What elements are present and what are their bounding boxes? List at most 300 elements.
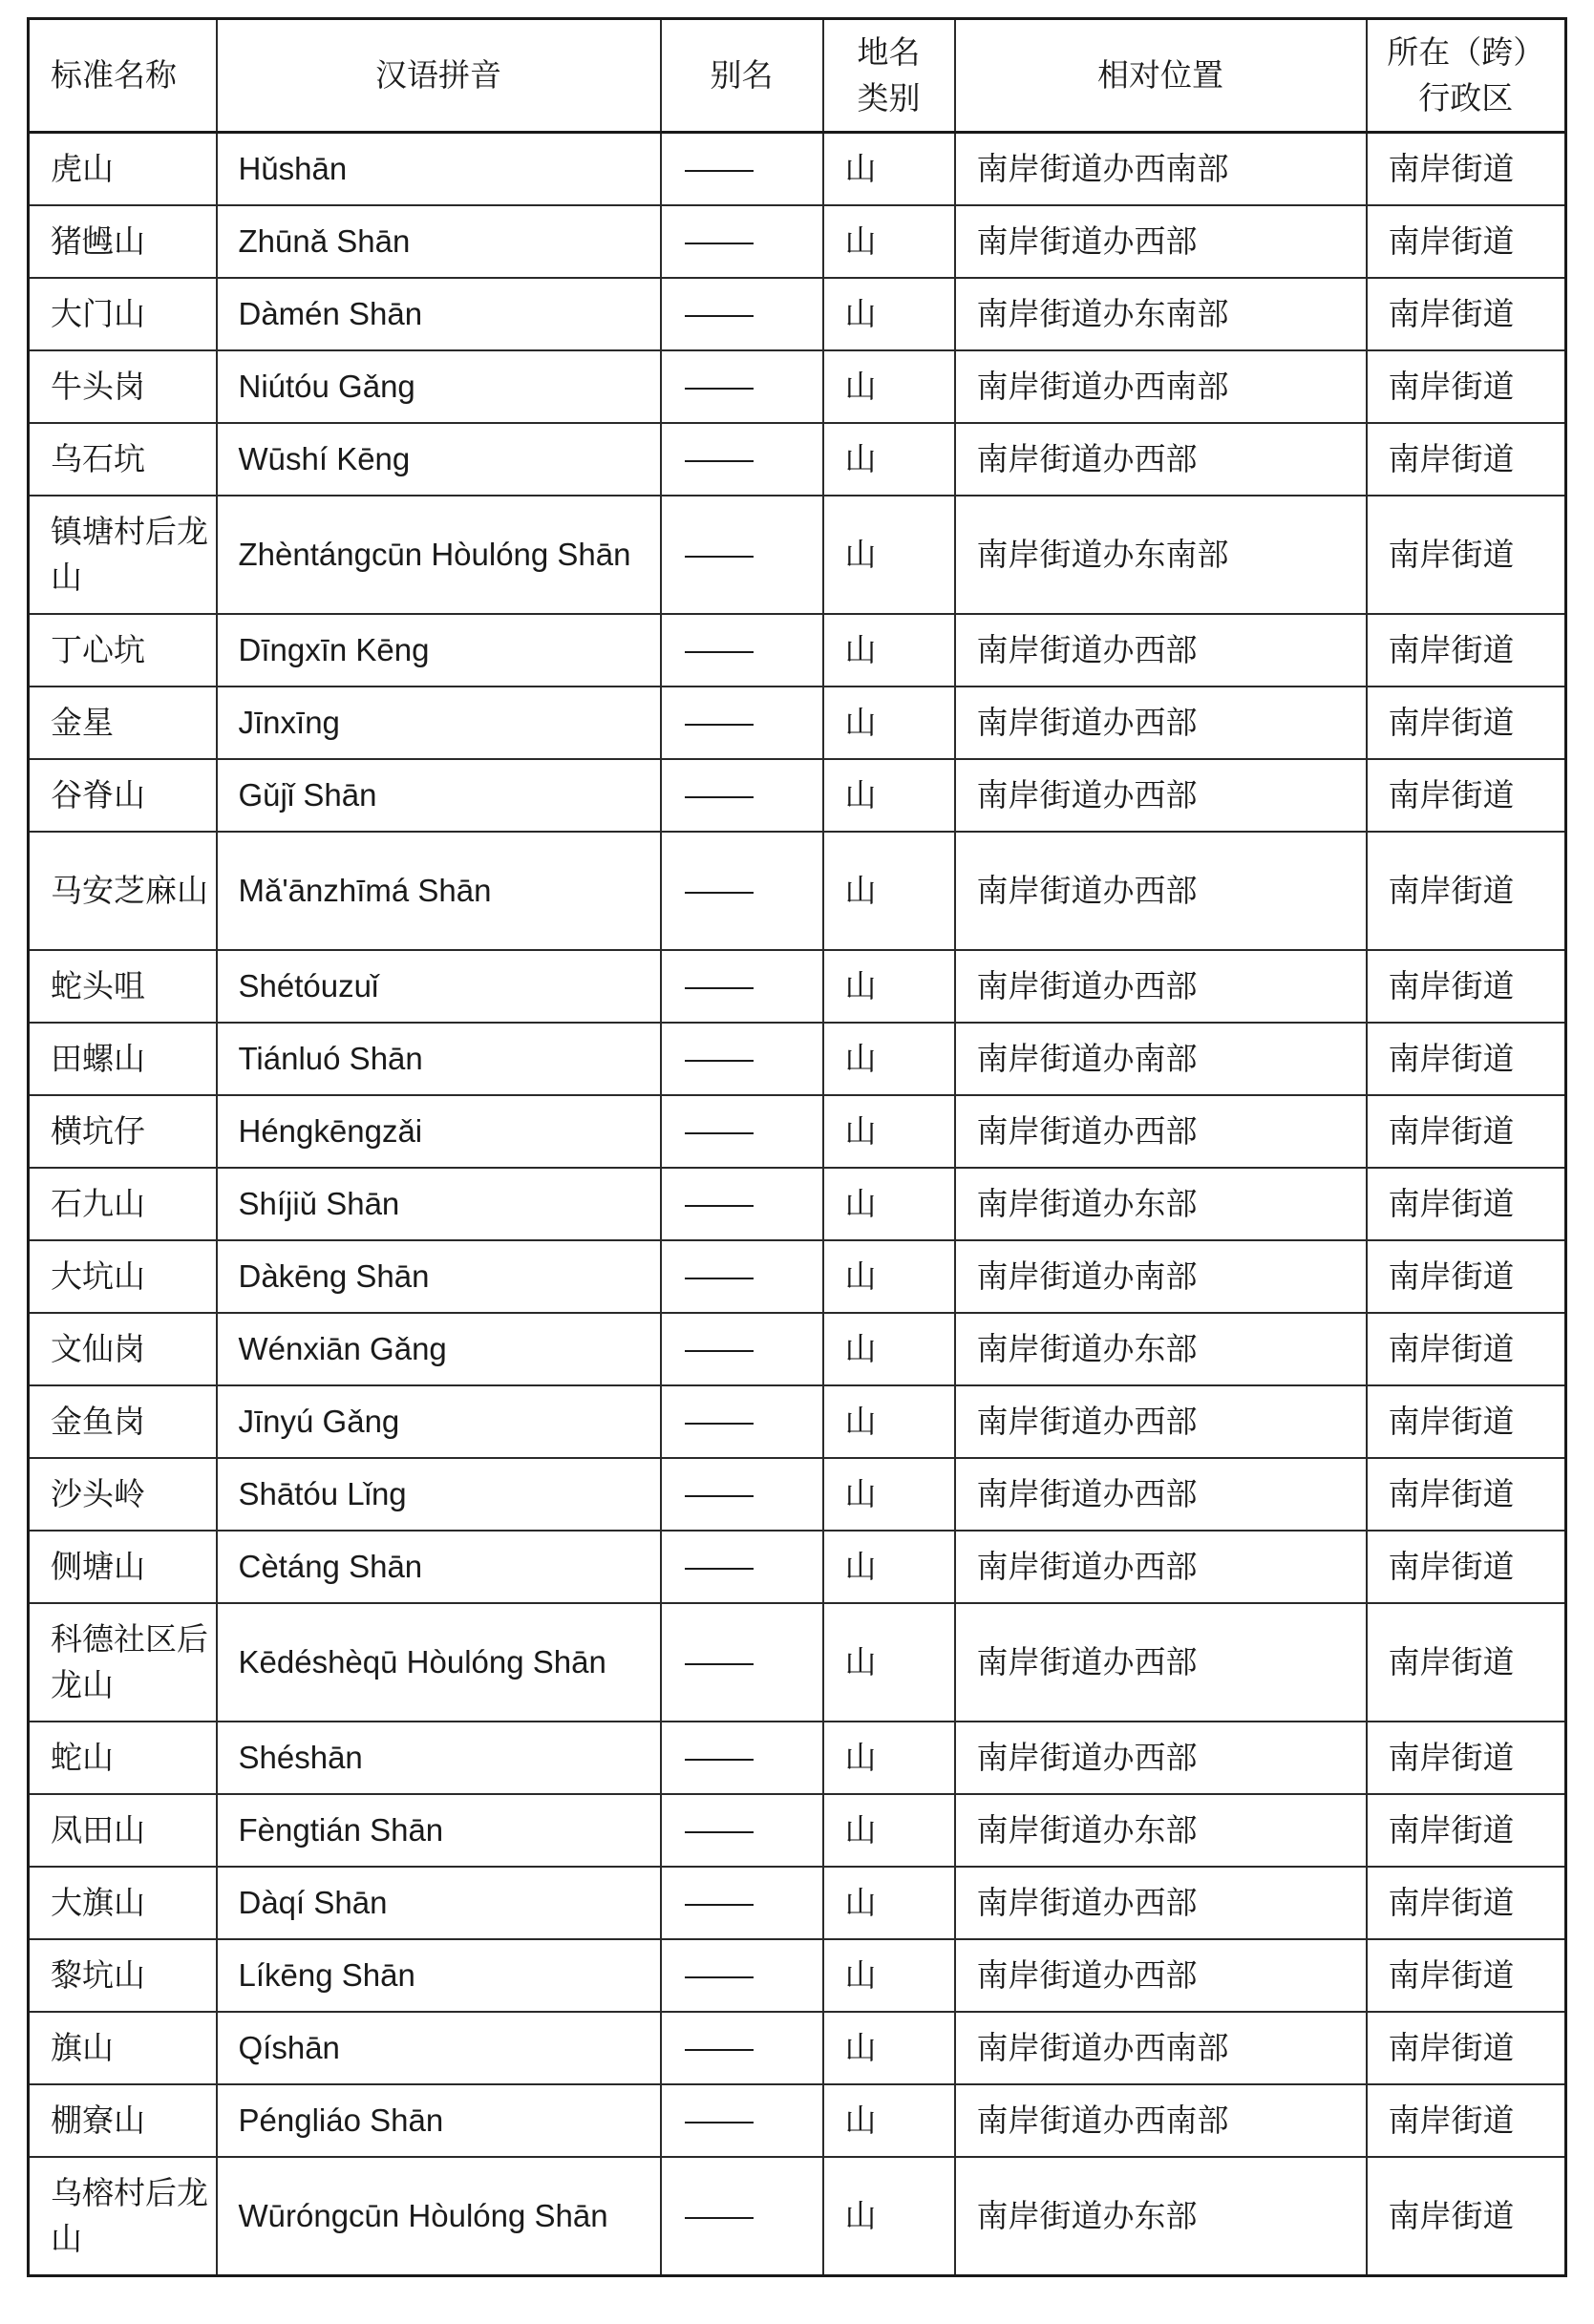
- cell-place-type-text: 山: [844, 536, 877, 573]
- cell-standard-name: [29, 350, 217, 423]
- cell-pinyin: [217, 2012, 661, 2084]
- cell-alias: [661, 2012, 823, 2084]
- cell-admin-region: [1367, 1722, 1566, 1794]
- cell-admin-region: [1367, 950, 1566, 1023]
- cell-admin-region-text: 南岸街道: [1388, 1257, 1515, 1295]
- cell-pinyin-text: Dàqí Shān: [238, 1885, 388, 1920]
- cell-relative-position-text: 南岸街道办东部: [976, 1811, 1198, 1849]
- cell-pinyin: [217, 1867, 661, 1939]
- table-row: [29, 496, 1566, 614]
- table-row: [29, 1240, 1566, 1313]
- cell-standard-name: [29, 1531, 217, 1603]
- cell-alias: [661, 614, 823, 687]
- header-standard-name: 标准名称: [29, 19, 217, 133]
- cell-pinyin: [217, 759, 661, 832]
- cell-standard-name: [29, 1458, 217, 1531]
- cell-pinyin: [217, 1939, 661, 2012]
- cell-alias: [661, 423, 823, 496]
- cell-alias: [661, 133, 823, 206]
- cell-place-type-text: 山: [844, 1884, 877, 1921]
- table-row: [29, 1867, 1566, 1939]
- cell-admin-region: [1367, 1240, 1566, 1313]
- cell-admin-region: [1367, 1385, 1566, 1458]
- table-row: [29, 205, 1566, 278]
- cell-relative-position: [955, 278, 1367, 350]
- cell-place-type: [823, 832, 955, 950]
- table-row: [29, 687, 1566, 759]
- table-row: [29, 1531, 1566, 1603]
- cell-relative-position: [955, 832, 1367, 950]
- header-place-type: 地名 类别: [823, 19, 955, 133]
- cell-alias: [661, 1867, 823, 1939]
- cell-pinyin: [217, 1023, 661, 1095]
- cell-pinyin-text: Wūshí Kēng: [238, 441, 411, 476]
- cell-standard-name-text: 石九山: [51, 1185, 145, 1222]
- cell-standard-name-text: 乌石坑: [51, 440, 145, 477]
- cell-pinyin: [217, 832, 661, 950]
- cell-place-type-text: 山: [844, 368, 877, 405]
- cell-place-type-text: 山: [844, 2029, 877, 2066]
- cell-pinyin-text: Gǔjǐ Shān: [238, 777, 377, 813]
- cell-admin-region: [1367, 350, 1566, 423]
- cell-standard-name-text: 谷脊山: [51, 776, 145, 813]
- cell-admin-region: [1367, 687, 1566, 759]
- cell-place-type-text: 山: [844, 631, 877, 668]
- cell-standard-name: [29, 496, 217, 614]
- cell-pinyin: [217, 496, 661, 614]
- cell-relative-position: [955, 950, 1367, 1023]
- cell-relative-position-text: 南岸街道办西部: [976, 872, 1198, 909]
- cell-pinyin: [217, 423, 661, 496]
- cell-relative-position: [955, 1458, 1367, 1531]
- cell-admin-region-text: 南岸街道: [1388, 1811, 1515, 1849]
- cell-admin-region: [1367, 205, 1566, 278]
- cell-standard-name-text: 马安芝麻山: [51, 872, 208, 909]
- cell-place-type: [823, 1794, 955, 1867]
- cell-alias: [661, 1603, 823, 1722]
- cell-pinyin-text: Wūróngcūn Hòulóng Shān: [238, 2198, 608, 2233]
- cell-pinyin: [217, 1240, 661, 1313]
- alias-dash: [685, 2217, 754, 2219]
- cell-relative-position-text: 南岸街道办西南部: [976, 368, 1229, 405]
- cell-relative-position: [955, 1867, 1367, 1939]
- table-row: [29, 759, 1566, 832]
- cell-standard-name: [29, 1722, 217, 1794]
- cell-pinyin-text: Shétóuzuǐ: [238, 968, 379, 1004]
- cell-admin-region-text: 南岸街道: [1388, 1185, 1515, 1222]
- cell-alias: [661, 1168, 823, 1240]
- cell-pinyin-text: Jīnyú Gǎng: [238, 1404, 400, 1439]
- table-row: [29, 614, 1566, 687]
- cell-place-type-text: 山: [844, 1956, 877, 1994]
- alias-dash: [685, 1423, 754, 1425]
- cell-admin-region: [1367, 832, 1566, 950]
- cell-pinyin: [217, 133, 661, 206]
- cell-pinyin-text: Péngliáo Shān: [238, 2102, 444, 2138]
- cell-standard-name-text: 凤田山: [51, 1811, 145, 1849]
- cell-standard-name: [29, 1939, 217, 2012]
- cell-place-type: [823, 423, 955, 496]
- cell-admin-region-text: 南岸街道: [1388, 440, 1515, 477]
- cell-place-type: [823, 1095, 955, 1168]
- cell-standard-name-text: 横坑仔: [51, 1112, 145, 1150]
- cell-admin-region: [1367, 423, 1566, 496]
- cell-standard-name: [29, 1240, 217, 1313]
- cell-pinyin-text: Zhèntángcūn Hòulóng Shān: [238, 537, 631, 572]
- table-body: [29, 133, 1566, 2276]
- alias-dash: [685, 892, 754, 894]
- cell-place-type-text: 山: [844, 2197, 877, 2234]
- cell-standard-name: [29, 832, 217, 950]
- cell-standard-name-text: 金星: [51, 704, 114, 741]
- alias-dash: [685, 315, 754, 317]
- cell-relative-position-text: 南岸街道办西南部: [976, 2102, 1229, 2139]
- table-row: [29, 350, 1566, 423]
- cell-relative-position-text: 南岸街道办南部: [976, 1257, 1198, 1295]
- alias-dash: [685, 556, 754, 558]
- cell-admin-region-text: 南岸街道: [1388, 150, 1515, 187]
- cell-pinyin-text: Hǔshān: [238, 151, 348, 186]
- cell-pinyin-text: Dàmén Shān: [238, 296, 423, 331]
- cell-admin-region: [1367, 1939, 1566, 2012]
- cell-place-type-text: 山: [844, 295, 877, 332]
- cell-admin-region: [1367, 1531, 1566, 1603]
- cell-alias: [661, 1794, 823, 1867]
- cell-standard-name: [29, 1603, 217, 1722]
- cell-relative-position: [955, 1095, 1367, 1168]
- cell-relative-position-text: 南岸街道办东南部: [976, 536, 1229, 573]
- cell-place-type: [823, 1603, 955, 1722]
- cell-standard-name: [29, 2012, 217, 2084]
- place-name-table: [27, 17, 1567, 2277]
- cell-place-type-text: 山: [844, 2102, 877, 2139]
- cell-standard-name: [29, 950, 217, 1023]
- cell-standard-name: [29, 1867, 217, 1939]
- alias-dash: [685, 1060, 754, 1062]
- cell-alias: [661, 1458, 823, 1531]
- cell-admin-region: [1367, 1867, 1566, 1939]
- cell-alias: [661, 2084, 823, 2157]
- cell-admin-region-text: 南岸街道: [1388, 1112, 1515, 1150]
- cell-alias: [661, 2157, 823, 2276]
- cell-admin-region-text: 南岸街道: [1388, 536, 1515, 573]
- cell-alias: [661, 1939, 823, 2012]
- cell-admin-region: [1367, 1095, 1566, 1168]
- cell-place-type: [823, 687, 955, 759]
- cell-place-type-text: 山: [844, 1112, 877, 1150]
- alias-dash: [685, 388, 754, 390]
- cell-relative-position: [955, 614, 1367, 687]
- cell-standard-name-text: 蛇头咀: [51, 967, 145, 1004]
- cell-place-type-text: 山: [844, 1475, 877, 1512]
- cell-alias: [661, 687, 823, 759]
- cell-alias: [661, 1240, 823, 1313]
- cell-relative-position-text: 南岸街道办西部: [976, 631, 1198, 668]
- cell-pinyin-text: Zhūnǎ Shān: [238, 223, 411, 259]
- cell-pinyin: [217, 950, 661, 1023]
- table-row: [29, 423, 1566, 496]
- cell-admin-region-text: 南岸街道: [1388, 1475, 1515, 1512]
- header-relative-position: 相对位置: [955, 19, 1367, 133]
- cell-standard-name-text: 旗山: [51, 2029, 114, 2066]
- cell-pinyin-text: Dīngxīn Kēng: [238, 632, 430, 667]
- header-pinyin: 汉语拼音: [217, 19, 661, 133]
- cell-place-type: [823, 1023, 955, 1095]
- table-row: [29, 2012, 1566, 2084]
- cell-relative-position-text: 南岸街道办西部: [976, 1643, 1198, 1680]
- cell-relative-position: [955, 1023, 1367, 1095]
- cell-admin-region-text: 南岸街道: [1388, 872, 1515, 909]
- cell-pinyin: [217, 1313, 661, 1385]
- table-row: [29, 832, 1566, 950]
- cell-relative-position: [955, 1531, 1367, 1603]
- cell-place-type: [823, 1240, 955, 1313]
- cell-admin-region-text: 南岸街道: [1388, 2197, 1515, 2234]
- cell-admin-region: [1367, 2157, 1566, 2276]
- alias-dash: [685, 1568, 754, 1570]
- alias-dash: [685, 1759, 754, 1761]
- cell-place-type: [823, 1313, 955, 1385]
- table-row: [29, 278, 1566, 350]
- cell-relative-position-text: 南岸街道办西部: [976, 1884, 1198, 1921]
- cell-admin-region-text: 南岸街道: [1388, 1330, 1515, 1367]
- cell-place-type-text: 山: [844, 1548, 877, 1585]
- cell-standard-name-text: 文仙岗: [51, 1330, 145, 1367]
- cell-relative-position: [955, 1168, 1367, 1240]
- cell-pinyin-text: Fèngtián Shān: [238, 1812, 444, 1848]
- cell-standard-name-text: 乌榕村后龙山: [51, 2174, 208, 2257]
- cell-admin-region: [1367, 278, 1566, 350]
- cell-place-type-text: 山: [844, 872, 877, 909]
- cell-place-type-text: 山: [844, 1185, 877, 1222]
- cell-standard-name: [29, 2157, 217, 2276]
- cell-pinyin: [217, 205, 661, 278]
- table-row: [29, 1023, 1566, 1095]
- cell-pinyin: [217, 2157, 661, 2276]
- table-row: [29, 1313, 1566, 1385]
- cell-place-type-text: 山: [844, 1739, 877, 1776]
- cell-alias: [661, 950, 823, 1023]
- cell-admin-region: [1367, 759, 1566, 832]
- cell-place-type: [823, 2084, 955, 2157]
- cell-place-type-text: 山: [844, 222, 877, 260]
- cell-admin-region-text: 南岸街道: [1388, 1548, 1515, 1585]
- cell-place-type-text: 山: [844, 1403, 877, 1440]
- cell-relative-position: [955, 1939, 1367, 2012]
- cell-admin-region: [1367, 614, 1566, 687]
- alias-dash: [685, 651, 754, 653]
- cell-place-type-text: 山: [844, 1643, 877, 1680]
- table-row: [29, 1722, 1566, 1794]
- table-row: [29, 1603, 1566, 1722]
- table-row: [29, 950, 1566, 1023]
- cell-pinyin: [217, 1794, 661, 1867]
- alias-dash: [685, 243, 754, 244]
- cell-relative-position-text: 南岸街道办西南部: [976, 150, 1229, 187]
- header-admin-region: 所在（跨） 行政区: [1367, 19, 1566, 133]
- table-row: [29, 133, 1566, 206]
- cell-standard-name-text: 科德社区后龙山: [51, 1620, 208, 1703]
- cell-alias: [661, 1385, 823, 1458]
- cell-pinyin-text: Héngkēngzǎi: [238, 1113, 423, 1149]
- cell-relative-position: [955, 133, 1367, 206]
- table-row: [29, 1794, 1566, 1867]
- cell-admin-region-text: 南岸街道: [1388, 1040, 1515, 1077]
- cell-standard-name: [29, 278, 217, 350]
- cell-standard-name-text: 牛头岗: [51, 368, 145, 405]
- cell-relative-position-text: 南岸街道办东部: [976, 1330, 1198, 1367]
- cell-admin-region-text: 南岸街道: [1388, 368, 1515, 405]
- cell-alias: [661, 759, 823, 832]
- cell-standard-name: [29, 1023, 217, 1095]
- cell-admin-region-text: 南岸街道: [1388, 2029, 1515, 2066]
- cell-admin-region: [1367, 1313, 1566, 1385]
- cell-relative-position-text: 南岸街道办西部: [976, 1548, 1198, 1585]
- cell-alias: [661, 1313, 823, 1385]
- cell-relative-position-text: 南岸街道办西部: [976, 967, 1198, 1004]
- cell-place-type: [823, 205, 955, 278]
- header-alias: 别名: [661, 19, 823, 133]
- cell-admin-region-text: 南岸街道: [1388, 1403, 1515, 1440]
- alias-dash: [685, 1904, 754, 1906]
- cell-standard-name-text: 虎山: [51, 150, 114, 187]
- cell-relative-position-text: 南岸街道办东部: [976, 2197, 1198, 2234]
- cell-alias: [661, 1722, 823, 1794]
- alias-dash: [685, 987, 754, 989]
- cell-pinyin: [217, 1385, 661, 1458]
- cell-pinyin-text: Dàkēng Shān: [238, 1258, 430, 1294]
- cell-standard-name: [29, 1168, 217, 1240]
- cell-place-type: [823, 2012, 955, 2084]
- cell-place-type: [823, 1531, 955, 1603]
- cell-relative-position-text: 南岸街道办西部: [976, 1475, 1198, 1512]
- cell-standard-name: [29, 687, 217, 759]
- cell-pinyin-text: Líkēng Shān: [238, 1957, 415, 1993]
- alias-dash: [685, 1495, 754, 1497]
- cell-alias: [661, 205, 823, 278]
- cell-standard-name-text: 大门山: [51, 295, 145, 332]
- cell-place-type: [823, 278, 955, 350]
- cell-pinyin: [217, 1458, 661, 1531]
- cell-pinyin: [217, 350, 661, 423]
- cell-standard-name-text: 沙头岭: [51, 1475, 145, 1512]
- cell-relative-position-text: 南岸街道办西部: [976, 1956, 1198, 1994]
- cell-pinyin-text: Kēdéshèqū Hòulóng Shān: [238, 1644, 606, 1680]
- table-row: [29, 2157, 1566, 2276]
- cell-standard-name-text: 棚寮山: [51, 2102, 145, 2139]
- cell-relative-position: [955, 1385, 1367, 1458]
- cell-place-type: [823, 759, 955, 832]
- cell-admin-region-text: 南岸街道: [1388, 1956, 1515, 1994]
- cell-admin-region: [1367, 1458, 1566, 1531]
- table-row: [29, 1168, 1566, 1240]
- cell-pinyin: [217, 278, 661, 350]
- cell-pinyin-text: Jīnxīng: [238, 705, 340, 740]
- cell-place-type: [823, 1939, 955, 2012]
- cell-place-type: [823, 614, 955, 687]
- cell-relative-position-text: 南岸街道办西部: [976, 776, 1198, 813]
- cell-place-type: [823, 1168, 955, 1240]
- table-row: [29, 1458, 1566, 1531]
- cell-relative-position-text: 南岸街道办西部: [976, 222, 1198, 260]
- cell-alias: [661, 278, 823, 350]
- cell-pinyin-text: Wénxiān Gǎng: [238, 1331, 447, 1366]
- cell-pinyin-text: Tiánluó Shān: [238, 1041, 423, 1076]
- cell-relative-position: [955, 1603, 1367, 1722]
- alias-dash: [685, 724, 754, 726]
- cell-pinyin: [217, 1603, 661, 1722]
- cell-standard-name-text: 蛇山: [51, 1739, 114, 1776]
- cell-pinyin-text: Qíshān: [238, 2030, 340, 2065]
- table-header-row: [29, 19, 1566, 133]
- cell-admin-region: [1367, 1023, 1566, 1095]
- cell-pinyin: [217, 1095, 661, 1168]
- cell-standard-name: [29, 614, 217, 687]
- cell-admin-region-text: 南岸街道: [1388, 967, 1515, 1004]
- cell-admin-region-text: 南岸街道: [1388, 1643, 1515, 1680]
- cell-relative-position-text: 南岸街道办西部: [976, 1112, 1198, 1150]
- cell-place-type: [823, 1458, 955, 1531]
- cell-relative-position-text: 南岸街道办西部: [976, 704, 1198, 741]
- cell-relative-position: [955, 1313, 1367, 1385]
- cell-place-type-text: 山: [844, 704, 877, 741]
- cell-admin-region-text: 南岸街道: [1388, 295, 1515, 332]
- cell-place-type-text: 山: [844, 440, 877, 477]
- cell-place-type-text: 山: [844, 1257, 877, 1295]
- cell-relative-position: [955, 1240, 1367, 1313]
- cell-pinyin-text: Shéshān: [238, 1740, 363, 1775]
- cell-relative-position: [955, 2084, 1367, 2157]
- cell-alias: [661, 496, 823, 614]
- cell-standard-name-text: 黎坑山: [51, 1956, 145, 1994]
- cell-standard-name-text: 侧塘山: [51, 1548, 145, 1585]
- cell-admin-region-text: 南岸街道: [1388, 1884, 1515, 1921]
- cell-standard-name: [29, 1313, 217, 1385]
- cell-place-type: [823, 1722, 955, 1794]
- cell-pinyin: [217, 687, 661, 759]
- cell-place-type: [823, 133, 955, 206]
- cell-standard-name-text: 金鱼岗: [51, 1403, 145, 1440]
- cell-relative-position: [955, 2012, 1367, 2084]
- cell-place-type-text: 山: [844, 1330, 877, 1367]
- alias-dash: [685, 2049, 754, 2051]
- document-page: [27, 17, 1564, 2277]
- cell-admin-region: [1367, 1168, 1566, 1240]
- alias-dash: [685, 1663, 754, 1665]
- cell-relative-position-text: 南岸街道办东部: [976, 1185, 1198, 1222]
- cell-admin-region-text: 南岸街道: [1388, 776, 1515, 813]
- cell-pinyin-text: Mǎ'ānzhīmá Shān: [238, 873, 492, 908]
- cell-standard-name-text: 猪乸山: [51, 222, 145, 260]
- cell-relative-position-text: 南岸街道办西部: [976, 1403, 1198, 1440]
- cell-alias: [661, 350, 823, 423]
- cell-relative-position: [955, 687, 1367, 759]
- table-row: [29, 2084, 1566, 2157]
- cell-admin-region-text: 南岸街道: [1388, 2102, 1515, 2139]
- table-row: [29, 1095, 1566, 1168]
- cell-place-type-text: 山: [844, 776, 877, 813]
- cell-standard-name-text: 大坑山: [51, 1257, 145, 1295]
- cell-admin-region: [1367, 1794, 1566, 1867]
- cell-place-type: [823, 350, 955, 423]
- cell-relative-position: [955, 2157, 1367, 2276]
- alias-dash: [685, 1831, 754, 1833]
- cell-relative-position: [955, 1794, 1367, 1867]
- cell-relative-position: [955, 423, 1367, 496]
- cell-place-type: [823, 496, 955, 614]
- cell-admin-region-text: 南岸街道: [1388, 704, 1515, 741]
- cell-pinyin: [217, 2084, 661, 2157]
